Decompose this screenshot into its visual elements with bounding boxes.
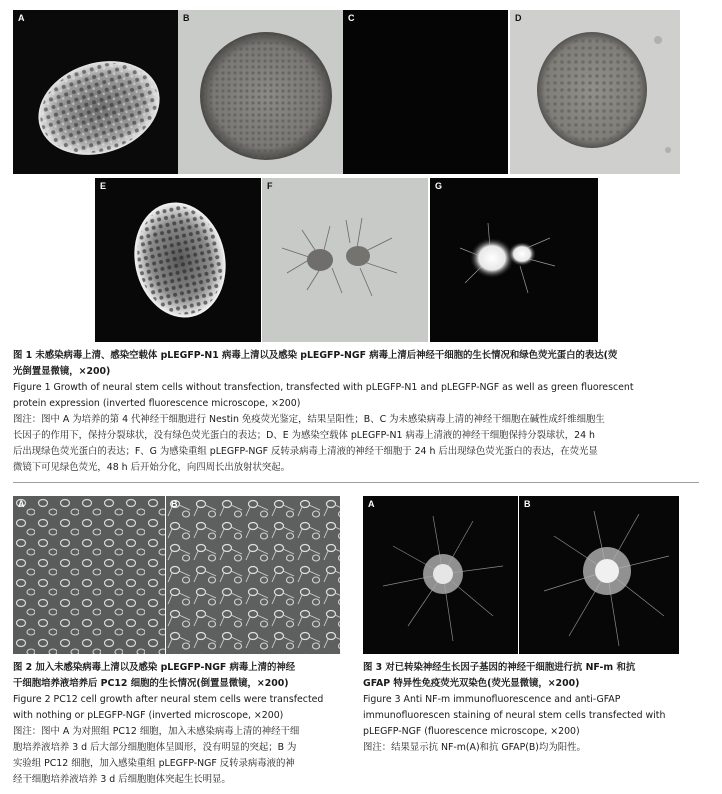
- caption-cn-line: 图 2 加入未感染病毒上清以及感染 pLEGFP-NGF 病毒上清的神经: [13, 662, 296, 673]
- pc12-experimental-image: [166, 496, 340, 654]
- caption-en-line: pLEGFP-NGF (fluorescence microscope, ×200): [363, 726, 580, 737]
- caption-cn-line: 干细胞培养液培养后 PC12 细胞的生长情况(倒置显微镜，×200): [13, 678, 289, 689]
- neurosphere-brightfield-image: [178, 10, 343, 174]
- figure-1-panel-b: [178, 10, 343, 174]
- section-divider: [13, 482, 699, 483]
- figure-2-panel-a: [13, 496, 165, 654]
- caption-en-line: immunofluorescen staining of neural stem cells transfected with: [363, 710, 666, 721]
- figure-3-panel-b: [519, 496, 679, 654]
- panel-label: B: [171, 499, 178, 509]
- caption-en-line: Figure 1 Growth of neural stem cells without transfection, transfected with pLEGFP-N1 and pLEGFP-NGF as well as green fluorescent: [13, 382, 634, 393]
- figure-3-panel-a: [363, 496, 518, 654]
- figure-2-caption: [13, 660, 353, 788]
- caption-en-line: protein expression (inverted fluorescence microscope, ×200): [13, 398, 301, 409]
- note-line: 图注：图中 A 为对照组 PC12 细胞，加入未感染病毒上清的神经干细: [13, 726, 300, 737]
- panel-label: A: [18, 499, 25, 509]
- pc12-control-image: [13, 496, 165, 654]
- panel-label: C: [348, 13, 355, 23]
- differentiating-spheres-brightfield-image: [262, 178, 428, 342]
- note-line: 实验组 PC12 细胞，加入感染重组 pLEGFP-NGF 反转录病毒液的神: [13, 758, 295, 769]
- figure-1-panel-f: [262, 178, 428, 342]
- caption-cn-line: 图 1 未感染病毒上清、感染空载体 pLEGFP-N1 病毒上清以及感染 pLEGFP-NGF 病毒上清后神经干细胞的生长情况和绿色荧光蛋白的表达(荧: [13, 350, 618, 361]
- figure-1-caption: [13, 348, 713, 476]
- panel-label: A: [368, 499, 375, 509]
- neurosphere-gfp-image: [95, 178, 261, 342]
- panel-label: B: [183, 13, 190, 23]
- neurosphere-nestin-image: [13, 10, 178, 174]
- note-line: 微镜下可见绿色荧光，48 h 后开始分化，向四周长出放射状突起。: [13, 462, 290, 473]
- note-line: 长因子的作用下，保持分裂球状，没有绿色荧光蛋白的表达；D、E 为感染空载体 pLEGFP-N1 病毒上清液的神经干细胞保持分裂球状，24 h: [13, 430, 596, 441]
- figure-1-panel-c: [343, 10, 508, 174]
- note-line: 后出现绿色荧光蛋白的表达；F、G 为感染重组 pLEGFP-NGF 反转录病毒上清液的神经干细胞于 24 h 后出现绿色荧光蛋白的表达，在荧光显: [13, 446, 598, 457]
- figure-2-panel-b: [166, 496, 340, 654]
- panel-label: F: [267, 181, 273, 191]
- figure-1-panel-d: [510, 10, 680, 174]
- caption-en-line: with nothing or pLEGFP-NGF (inverted microscope, ×200): [13, 710, 284, 721]
- panel-label: A: [18, 13, 25, 23]
- note-line: 图注：图中 A 为培养的第 4 代神经干细胞进行 Nestin 免疫荧光鉴定，结果呈阳性；B、C 为未感染病毒上清的神经干细胞在碱性成纤维细胞生: [13, 414, 605, 425]
- figure-1-panel-a: [13, 10, 178, 174]
- panel-label: E: [100, 181, 107, 191]
- figure-3-caption: [363, 660, 708, 756]
- caption-cn-line: GFAP 特异性免疫荧光双染色(荧光显微镜，×200): [363, 678, 580, 689]
- panel-label: B: [524, 499, 531, 509]
- caption-cn-line: 图 3 对已转染神经生长因子基因的神经干细胞进行抗 NF-m 和抗: [363, 662, 636, 673]
- caption-en-line: Figure 2 PC12 cell growth after neural stem cells were transfected: [13, 694, 324, 705]
- caption-en-line: Figure 3 Anti NF-m immunofluorescence and anti-GFAP: [363, 694, 621, 705]
- neurosphere-brightfield-image: [510, 10, 680, 174]
- figure-1-panel-g: [430, 178, 598, 342]
- note-line: 图注：结果显示抗 NF-m(A)和抗 GFAP(B)均为阳性。: [363, 742, 586, 753]
- caption-cn-line: 光倒置显微镜，×200): [13, 366, 111, 377]
- differentiating-spheres-gfp-image: [430, 178, 598, 342]
- figure-1-panel-e: [95, 178, 261, 342]
- gfap-immunofluorescence-image: [519, 496, 679, 654]
- panel-label: G: [435, 181, 443, 191]
- nf-m-immunofluorescence-image: [363, 496, 518, 654]
- note-line: 胞培养液培养 3 d 后大部分细胞胞体呈圆形，没有明显的突起；B 为: [13, 742, 297, 753]
- panel-label: D: [515, 13, 522, 23]
- note-line: 经干细胞培养液培养 3 d 后细胞胞体突起生长明显。: [13, 774, 231, 785]
